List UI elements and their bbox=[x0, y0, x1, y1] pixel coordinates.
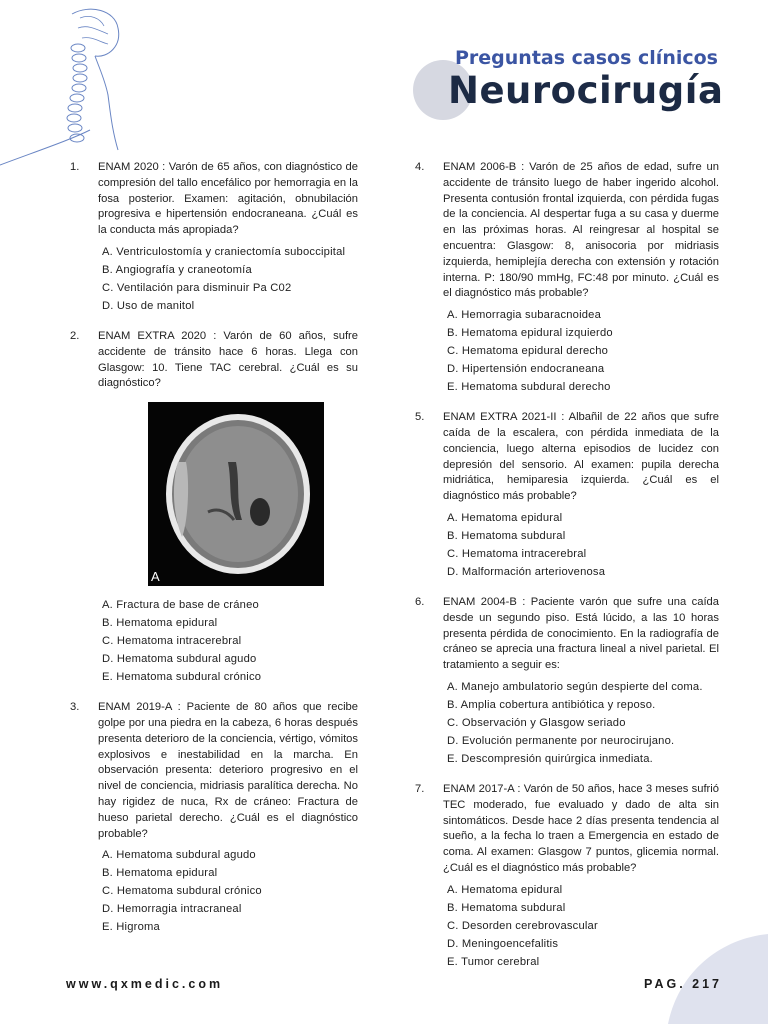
question-7 bbox=[415, 782, 719, 971]
question-2 bbox=[70, 329, 358, 686]
option-e: E. Hematoma subdural derecho bbox=[447, 381, 611, 394]
question-5 bbox=[415, 410, 719, 581]
question-number: 2. bbox=[70, 329, 80, 342]
option-list bbox=[447, 881, 719, 971]
option-c: C. Hematoma intracerebral bbox=[447, 547, 587, 560]
option-d: D. Uso de manitol bbox=[102, 299, 195, 312]
footer-url[interactable]: www.qxmedic.com bbox=[66, 977, 224, 991]
option-d: D. Hemorragia intracraneal bbox=[102, 903, 242, 916]
option-a: A. Manejo ambulatorio según despierte del coma. bbox=[447, 680, 703, 693]
option-a: A. Hematoma subdural agudo bbox=[102, 849, 256, 862]
question-text: ENAM 2004-B : Paciente varón que sufre una caída desde un segundo piso. Está lúcido, a las 10 horas presenta pérdida de conocimiento. En la radiografía de cráneo se aprecia una fractura lineal a nivel parietal. El tratamiento a seguir es: bbox=[443, 595, 719, 672]
option-b: B. Hematoma epidural izquierdo bbox=[447, 327, 613, 340]
question-text: ENAM 2017-A : Varón de 50 años, hace 3 meses sufrió TEC moderado, fue evaluado y dado de alta sin sintomáticos. Desde hace 2 días presenta tendencia al sueño, a la fecha lo traen a Emergencia en estado de coma. Al examen: Glasgow 7 puntos, glicemia normal. ¿Cuál es el diagnóstico más probable? bbox=[443, 782, 719, 874]
option-e: E. Tumor cerebral bbox=[447, 955, 540, 968]
question-text: ENAM EXTRA 2020 : Varón de 60 años, sufre accidente de tránsito hace 6 horas. Llega con Glasgow: 10. Tiene TAC cerebral. ¿Cuál es su diagnóstico? bbox=[98, 329, 358, 390]
option-c: C. Desorden cerebrovascular bbox=[447, 919, 598, 932]
option-b: B. Hematoma subdural bbox=[447, 901, 566, 914]
question-3 bbox=[70, 700, 358, 936]
question-number: 3. bbox=[70, 701, 80, 714]
option-list bbox=[447, 678, 719, 768]
question-number: 6. bbox=[415, 595, 425, 608]
option-d: D. Hipertensión endocraneana bbox=[447, 363, 605, 376]
question-text: ENAM EXTRA 2021-II : Albañil de 22 años que sufre caída de la escalera, con pérdida inmediata de la conciencia, luego alterna episodios de lucidez con depresión del sensorio. Al examen: pupila derecha midriática, hemiparesia izquierda. ¿Cuál es el diagnóstico más probable? bbox=[443, 411, 719, 503]
question-text: ENAM 2019-A : Paciente de 80 años que recibe golpe por una piedra en la cabeza, 6 horas después presenta deterioro de la conciencia, vértigo, vómitos explosivos e inestabilidad en la marcha. En observación presenta: deterioro progresivo en el nivel de conciencia, midriasis paralítica derecha. No hay rigidez de nuca, Rx de cráneo: Fractura de hueso parietal derecho. ¿Cuál es el diagnóstico probable? bbox=[98, 701, 358, 840]
option-a: A. Hemorragia subaracnoidea bbox=[447, 309, 602, 322]
option-d: D. Meningoencefalitis bbox=[447, 937, 559, 950]
option-c: C. Ventilación para disminuir Pa C02 bbox=[102, 281, 292, 294]
option-a: A. Ventriculostomía y craniectomía suboccipital bbox=[102, 245, 346, 258]
question-number: 5. bbox=[415, 411, 425, 424]
page-number: PAG. 217 bbox=[644, 977, 722, 991]
option-a: A. Fractura de base de cráneo bbox=[102, 599, 259, 612]
left-column bbox=[70, 160, 358, 950]
option-c: C. Hematoma epidural derecho bbox=[447, 345, 609, 358]
page-title: Neurocirugía bbox=[448, 69, 724, 112]
option-e: E. Higroma bbox=[102, 921, 160, 934]
right-column bbox=[415, 160, 719, 985]
option-c: C. Observación y Glasgow seriado bbox=[447, 716, 626, 729]
option-d: D. Evolución permanente por neurocirujano. bbox=[447, 734, 675, 747]
ct-scan-image bbox=[148, 402, 324, 586]
question-text: ENAM 2006-B : Varón de 25 años de edad, sufre un accidente de tránsito luego de haber ingerido alcohol. Presenta contusión frontal izquierda, con pérdida fugas de la conciencia. Al despertar fuga a su casa y duerme en las próximas horas. Al reingresar al hospital se encuentra: Glasgow: 8, anisocoria por midriasis izquierda, hemiplejía derecha con extensión y rotación interna. P: 180/90 mmHg, FC:48 por minuto. ¿Cuál es el diagnóstico más probable? bbox=[443, 161, 719, 300]
question-number: 4. bbox=[415, 161, 425, 173]
question-6 bbox=[415, 595, 719, 768]
question-4 bbox=[415, 160, 719, 396]
option-list bbox=[447, 509, 719, 581]
option-list bbox=[102, 846, 358, 936]
image-letter: A bbox=[151, 569, 160, 585]
spine-illustration bbox=[0, 0, 150, 175]
option-a: A. Hematoma epidural bbox=[447, 883, 563, 896]
option-list bbox=[102, 596, 358, 686]
option-d: D. Hematoma subdural agudo bbox=[102, 653, 257, 666]
option-list bbox=[102, 243, 358, 315]
ct-scan-drawing bbox=[148, 402, 324, 586]
question-number: 1. bbox=[70, 161, 80, 173]
option-c: C. Hematoma subdural crónico bbox=[102, 885, 262, 898]
page-subtitle: Preguntas casos clínicos bbox=[455, 47, 718, 69]
question-1 bbox=[70, 160, 358, 315]
option-e: E. Descompresión quirúrgica inmediata. bbox=[447, 752, 653, 765]
option-b: B. Amplia cobertura antibiótica y reposo. bbox=[447, 698, 656, 711]
question-number: 7. bbox=[415, 782, 425, 795]
option-c: C. Hematoma intracerebral bbox=[102, 635, 242, 648]
option-b: B. Hematoma epidural bbox=[102, 617, 218, 630]
option-d: D. Malformación arteriovenosa bbox=[447, 565, 606, 578]
option-b: B. Hematoma epidural bbox=[102, 867, 218, 880]
option-b: B. Hematoma subdural bbox=[447, 529, 566, 542]
option-b: B. Angiografía y craneotomía bbox=[102, 263, 252, 276]
question-text: ENAM 2020 : Varón de 65 años, con diagnóstico de compresión del tallo encefálico por hemorragia en la fosa posterior. Examen: agitación, obnubilación progresiva e hipertensión endocraneana. ¿Cuál es la conducta más apropiada? bbox=[98, 161, 358, 237]
option-e: E. Hematoma subdural crónico bbox=[102, 671, 262, 684]
option-list bbox=[447, 306, 719, 396]
option-a: A. Hematoma epidural bbox=[447, 511, 563, 524]
